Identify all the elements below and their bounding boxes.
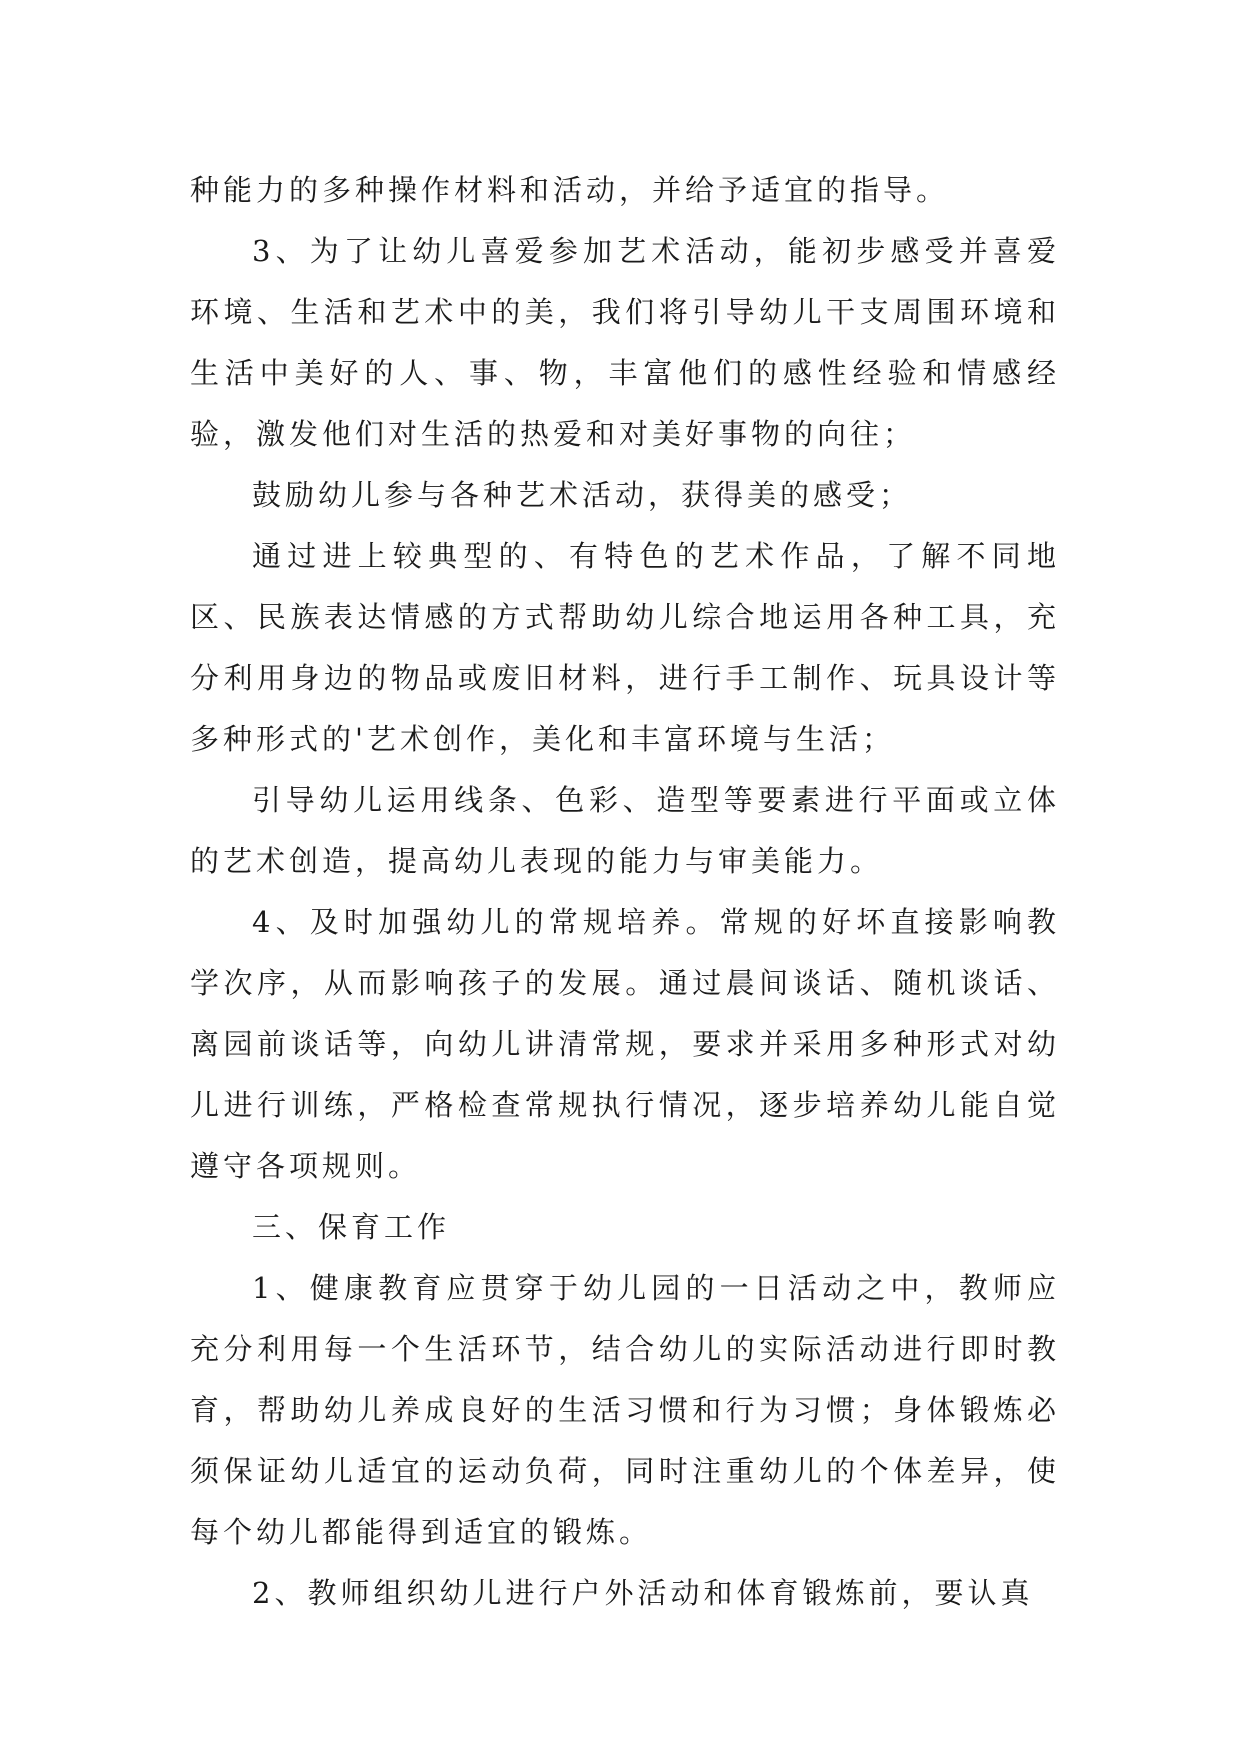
paragraph-2: 3、为了让幼儿喜爱参加艺术活动，能初步感受并喜爱环境、生活和艺术中的美，我们将引导幼儿干支周围环境和生活中美好的人、事、物，丰富他们的感性经验和情感经验，激发他们对生活的热爱和对美好事物的向往； xyxy=(190,234,1060,451)
paragraph-8: 2、教师组织幼儿进行户外活动和体育锻炼前，要认真 xyxy=(252,1576,1034,1610)
document-body xyxy=(190,160,1060,1624)
paragraph-6: 4、及时加强幼儿的常规培养。常规的好坏直接影响教学次序，从而影响孩子的发展。通过晨间谈话、随机谈话、离园前谈话等，向幼儿讲清常规，要求并采用多种形式对幼儿进行训练，严格检查常规执行情况，逐步培养幼儿能自觉遵守各项规则。 xyxy=(190,905,1060,1183)
section-heading-care-work: 三、保育工作 xyxy=(252,1210,451,1244)
paragraph-1: 种能力的多种操作材料和活动，并给予适宜的指导。 xyxy=(190,173,950,207)
paragraph-3: 鼓励幼儿参与各种艺术活动，获得美的感受； xyxy=(252,478,913,512)
paragraph-5: 引导幼儿运用线条、色彩、造型等要素进行平面或立体的艺术创造，提高幼儿表现的能力与审美能力。 xyxy=(190,783,1060,878)
paragraph-4: 通过进上较典型的、有特色的艺术作品，了解不同地区、民族表达情感的方式帮助幼儿综合地运用各种工具，充分利用身边的物品或废旧材料，进行手工制作、玩具设计等多种形式的'艺术创作，美化和丰富环境与生活； xyxy=(190,539,1060,756)
paragraph-7: 1、健康教育应贯穿于幼儿园的一日活动之中，教师应充分利用每一个生活环节，结合幼儿的实际活动进行即时教育，帮助幼儿养成良好的生活习惯和行为习惯；身体锻炼必须保证幼儿适宜的运动负荷，同时注重幼儿的个体差异，使每个幼儿都能得到适宜的锻炼。 xyxy=(190,1271,1060,1549)
